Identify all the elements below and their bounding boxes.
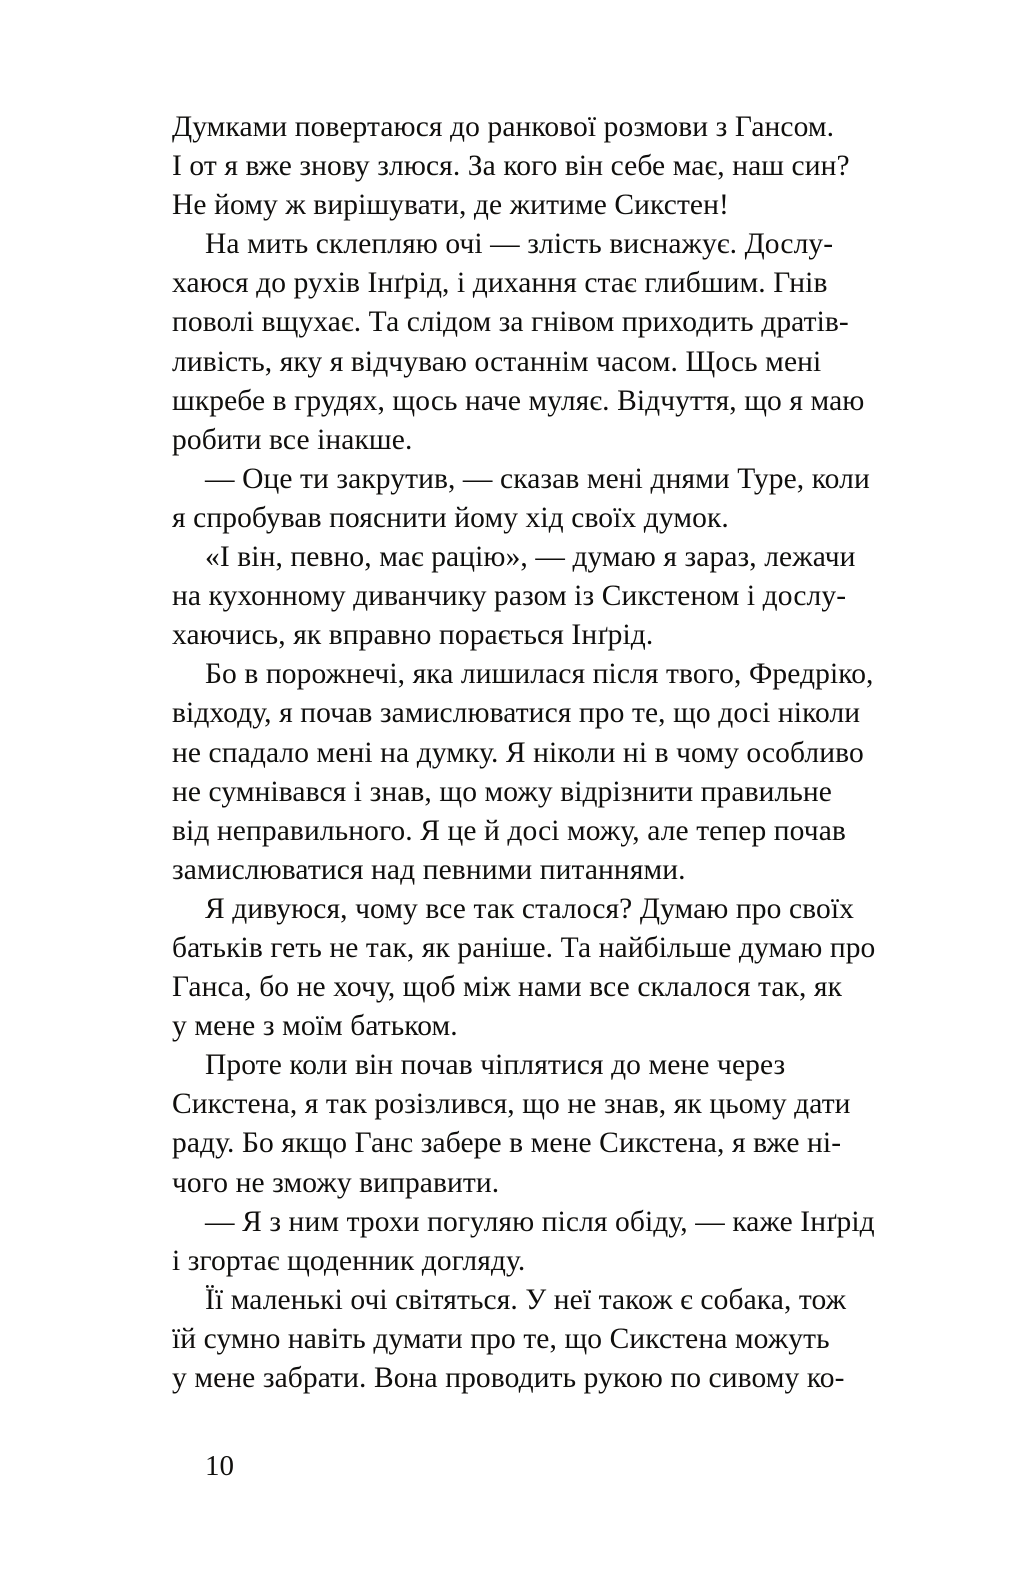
text-line: замислюватися над певними питаннями. bbox=[172, 853, 686, 886]
paragraph bbox=[172, 1046, 902, 1202]
text-line: раду. Бо якщо Ганс забере в мене Сикстена, я вже ні- bbox=[172, 1127, 842, 1160]
text-line: Проте коли він почав чіплятися до мене через bbox=[205, 1049, 786, 1082]
text-line: у мене забрати. Вона проводить рукою по сивому ко- bbox=[172, 1362, 845, 1394]
text-line: хаючись, як вправно порається Інґрід. bbox=[172, 619, 654, 652]
text-line: Сикстена, я так розізлився, що не знав, як цьому дати bbox=[172, 1088, 851, 1121]
text-line: «І він, певно, має рацію», — думаю я зараз, лежачи bbox=[205, 541, 856, 574]
text-line: відходу, я почав замислюватися про те, що досі ніколи bbox=[172, 697, 861, 730]
text-line: батьків геть не так, як раніше. Та найбільше думаю про bbox=[172, 931, 876, 964]
text-line: поволі вщухає. Та слідом за гнівом приходить дратів- bbox=[172, 306, 849, 339]
text-line: Думками повертаюся до ранкової розмови з Гансом. bbox=[172, 111, 835, 143]
text-line: і згортає щоденник догляду. bbox=[172, 1244, 526, 1277]
text-line: у мене з моїм батьком. bbox=[172, 1010, 458, 1043]
text-line: не сумнівався і знав, що можу відрізнити правильне bbox=[172, 775, 832, 808]
text-line: шкребе в грудях, щось наче муляє. Відчуття, що я маю bbox=[172, 384, 865, 417]
page-number: 10 bbox=[205, 1450, 234, 1482]
paragraph bbox=[172, 1281, 902, 1398]
text-line: — Я з ним трохи погуляю після обіду, — каже Інґрід bbox=[205, 1205, 875, 1238]
text-line: я спробував пояснити йому хід своїх думок. bbox=[172, 501, 729, 534]
text-line: робити все інакше. bbox=[172, 423, 413, 456]
text-line: Я дивуюся, чому все так сталося? Думаю про своїх bbox=[205, 892, 854, 925]
text-line: їй сумно навіть думати про те, що Сикстена можуть bbox=[172, 1322, 830, 1355]
text-line: — Оце ти закрутив, — сказав мені днями Туре, коли bbox=[205, 462, 870, 495]
text-line: ливість, яку я відчуваю останнім часом. Щось мені bbox=[172, 345, 822, 378]
text-line: від неправильного. Я це й досі можу, але тепер почав bbox=[172, 814, 846, 847]
text-line: хаюся до рухів Інґрід, і дихання стає глибшим. Гнів bbox=[172, 267, 828, 300]
paragraph bbox=[172, 108, 902, 225]
paragraph bbox=[172, 460, 902, 538]
text-line: не спадало мені на думку. Я ніколи ні в чому особливо bbox=[172, 736, 864, 769]
paragraph bbox=[172, 890, 902, 1046]
text-line: Ганса, бо не хочу, щоб між нами все склалося так, як bbox=[172, 971, 843, 1004]
text-line: Її маленькі очі світяться. У неї також є собака, тож bbox=[205, 1283, 847, 1316]
paragraph bbox=[172, 1203, 902, 1281]
paragraph bbox=[172, 538, 902, 655]
text-line: Не йому ж вирішувати, де житиме Сикстен! bbox=[172, 189, 729, 222]
paragraph bbox=[172, 655, 902, 890]
text-line: на кухонному диванчику разом із Сикстеном і дослу- bbox=[172, 580, 847, 613]
paragraph bbox=[172, 225, 902, 460]
text-line: Бо в порожнечі, яка лишилася після твого, Фредріко, bbox=[205, 658, 874, 691]
text-line: На мить склепляю очі — злість виснажує. Дослу- bbox=[205, 228, 834, 261]
page-text-block bbox=[172, 108, 902, 1398]
text-line: І от я вже знову злюся. За кого він себе має, наш син? bbox=[172, 150, 850, 183]
text-line: чого не зможу виправити. bbox=[172, 1166, 500, 1199]
